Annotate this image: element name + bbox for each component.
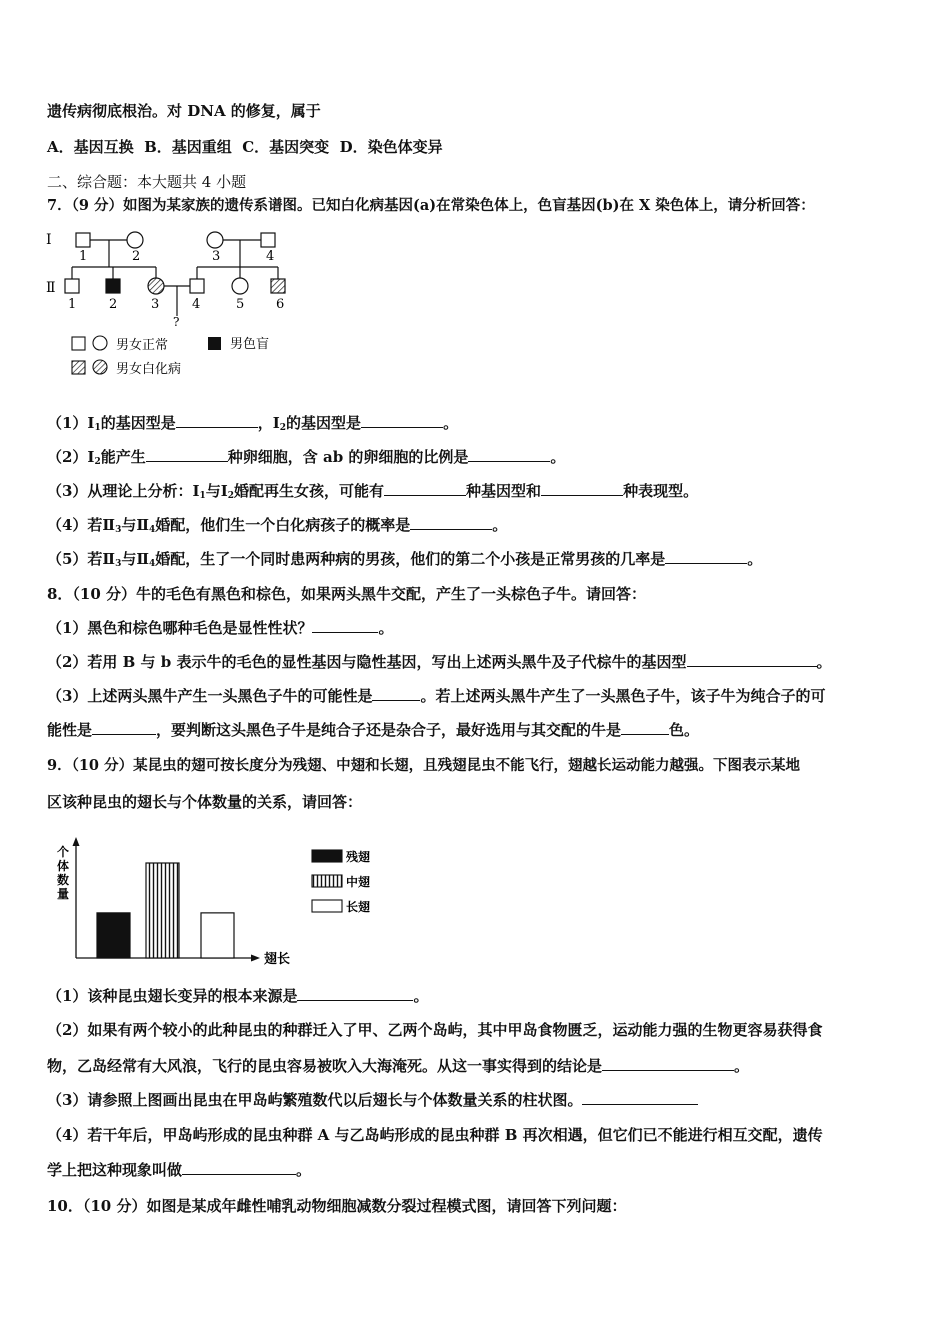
answer-blank[interactable] xyxy=(582,1090,698,1105)
q8-part3-cont: 能性是 ，要判断这头黑色子牛是纯合子还是杂合子，最好选用与其交配的牛是 色。 xyxy=(47,721,700,739)
q10-stem: 10．（10 分）如图是某成年雌性哺乳动物细胞减数分裂过程模式图，请回答下列问题： xyxy=(47,1197,627,1215)
answer-blank[interactable] xyxy=(361,413,443,428)
gen2-female-3-albino xyxy=(148,278,164,294)
q9-part1: （1）该种昆虫翅长变异的根本来源是 。 xyxy=(47,987,429,1005)
y-axis-label-char: 量 xyxy=(57,887,70,901)
legend-male-albino-icon xyxy=(72,361,85,374)
legend-swatch-长翅 xyxy=(312,900,342,912)
legend-label-长翅: 长翅 xyxy=(346,900,371,914)
option-c[interactable]: C．基因突变 xyxy=(242,138,330,156)
svg-text:1: 1 xyxy=(79,249,88,264)
intro-options xyxy=(47,137,443,157)
answer-blank[interactable] xyxy=(372,686,420,701)
svg-text:3: 3 xyxy=(151,297,160,312)
q9-part3: （3）请参照上图画出昆虫在甲岛屿繁殖数代以后翅长与个体数量关系的柱状图。 xyxy=(47,1090,698,1110)
q7-part5: （5）若$Ⅱ_3$与$Ⅱ_4$婚配，生了一个同时患两种病的男孩，他们的第二个小孩是正常男孩的几率是 。 xyxy=(47,550,763,569)
answer-blank[interactable] xyxy=(621,720,669,735)
q9-part2-cont: 物，乙岛经常有大风浪，飞行的昆虫容易被吹入大海淹死。从这一事实得到的结论是 。 xyxy=(47,1057,750,1075)
gen2-male-4 xyxy=(190,279,204,293)
section-title: 二、综合题：本大题共 4 小题 xyxy=(47,173,247,191)
q9-stem-line1: 9．（10 分）某昆虫的翅可按长度分为残翅、中翅和长翅，且残翅昆虫不能飞行，翅越长运动能力越强。下图表示某地 xyxy=(47,757,801,774)
option-d[interactable]: D．染色体变异 xyxy=(339,138,443,156)
answer-blank[interactable] xyxy=(92,720,156,735)
gen1-male-1 xyxy=(76,233,90,247)
answer-blank[interactable] xyxy=(687,652,817,667)
q9-part4: （4）若干年后，甲岛屿形成的昆虫种群 A 与乙岛屿形成的昆虫种群 B 再次相遇，但它们已不能进行相互交配，遗传 xyxy=(47,1126,823,1144)
legend-male-normal-icon xyxy=(72,337,85,350)
bar-残翅 xyxy=(97,913,130,958)
option-b[interactable]: B．基因重组 xyxy=(144,138,232,156)
answer-blank[interactable] xyxy=(176,413,258,428)
q7-part4: （4）若$Ⅱ_3$与$Ⅱ_4$婚配，他们生一个白化病孩子的概率是 。 xyxy=(47,516,508,535)
gen1-label: Ⅰ xyxy=(46,232,52,248)
x-axis-arrow xyxy=(251,955,260,962)
gen1-female-2 xyxy=(127,232,143,248)
svg-text:2: 2 xyxy=(109,297,118,312)
legend-label-中翅: 中翅 xyxy=(346,875,371,889)
y-axis-arrow xyxy=(73,837,80,846)
svg-text:4: 4 xyxy=(266,249,275,264)
gen1-male-4 xyxy=(261,233,275,247)
svg-text:2: 2 xyxy=(132,249,141,264)
legend-swatch-中翅 xyxy=(312,875,342,887)
legend-swatch-残翅 xyxy=(312,850,342,862)
bar-中翅 xyxy=(146,863,179,958)
q7-part2: $(2)Ⅰ_2$能产生 种卵细胞，含 ab 的卵细胞的比例是 。 xyxy=(47,448,566,467)
q7-stem: 7．（9 分）如图为某家族的遗传系谱图。已知白化病基因(a)在常染色体上，色盲基因(b)在 X 染色体上，请分析回答： xyxy=(47,197,815,214)
answer-blank[interactable] xyxy=(297,986,413,1001)
option-a[interactable]: A．基因互换 xyxy=(47,138,134,156)
q7-part1: $(1)Ⅰ_1$的基因型是 ，$Ⅰ_2$的基因型是 。 xyxy=(47,414,459,433)
y-axis-label-char: 个 xyxy=(57,845,70,859)
bar-长翅 xyxy=(201,913,234,958)
legend-colorblind: 男色盲 xyxy=(230,337,270,352)
gen2-male-6-albino xyxy=(271,279,285,293)
gen2-female-5 xyxy=(232,278,248,294)
svg-text:1: 1 xyxy=(68,297,77,312)
answer-blank[interactable] xyxy=(410,515,492,530)
answer-blank[interactable] xyxy=(541,481,623,496)
x-axis-label: 翅长 xyxy=(264,952,291,967)
intro-line: 遗传病彻底根治。对 DNA 的修复，属于 xyxy=(47,102,321,120)
legend-female-normal-icon xyxy=(93,336,107,350)
svg-text:5: 5 xyxy=(236,297,245,312)
gen2-male-1 xyxy=(65,279,79,293)
unknown-child: ? xyxy=(173,315,180,329)
pedigree-chart xyxy=(44,226,314,384)
q9-stem-line2: 区该种昆虫的翅长与个体数量的关系，请回答： xyxy=(47,793,363,811)
legend-female-albino-icon xyxy=(93,360,107,374)
wing-length-chart xyxy=(56,834,386,974)
q9-part2: （2）如果有两个较小的此种昆虫的种群迁入了甲、乙两个岛屿，其中甲岛食物匮乏，运动能力强的生物更容易获得食 xyxy=(47,1021,823,1039)
q8-part3: （3）上述两头黑牛产生一头黑色子牛的可能性是 。若上述两头黑牛产生了一头黑色子牛，该子牛为纯合子的可 xyxy=(47,687,826,705)
answer-blank[interactable] xyxy=(665,549,747,564)
y-axis-label-char: 体 xyxy=(57,859,70,873)
answer-blank[interactable] xyxy=(312,618,378,633)
gen2-label: Ⅱ xyxy=(46,280,56,296)
q7-part3: （3）从理论上分析：$Ⅰ_1$与$Ⅰ_2$婚配再生女孩，可能有 种基因型和 种表现型。 xyxy=(47,482,699,501)
legend-normal: 男女正常 xyxy=(116,338,169,353)
y-axis-label-char: 数 xyxy=(57,873,70,887)
q8-part1: （1）黑色和棕色哪种毛色是显性性状？ 。 xyxy=(47,619,394,637)
svg-text:6: 6 xyxy=(276,297,285,312)
y-axis-label xyxy=(57,844,69,901)
legend-label-残翅: 残翅 xyxy=(346,850,371,864)
answer-blank[interactable] xyxy=(468,447,550,462)
answer-blank[interactable] xyxy=(146,447,228,462)
q9-part4-cont: 学上把这种现象叫做 。 xyxy=(47,1161,312,1179)
svg-text:4: 4 xyxy=(192,297,201,312)
answer-blank[interactable] xyxy=(182,1160,296,1175)
gen2-male-2-colorblind xyxy=(106,279,120,293)
gen1-female-3 xyxy=(207,232,223,248)
q8-stem: 8．（10 分）牛的毛色有黑色和棕色，如果两头黑牛交配，产生了一头棕色子牛。请回答： xyxy=(47,585,647,603)
legend-colorblind-icon xyxy=(208,337,221,350)
svg-text:3: 3 xyxy=(212,249,221,264)
answer-blank[interactable] xyxy=(602,1056,734,1071)
answer-blank[interactable] xyxy=(384,481,466,496)
q8-part2: （2）若用 B 与 b 表示牛的毛色的显性基因与隐性基因，写出上述两头黑牛及子代棕牛的基因型 。 xyxy=(47,653,832,671)
legend-albino: 男女白化病 xyxy=(116,362,182,377)
